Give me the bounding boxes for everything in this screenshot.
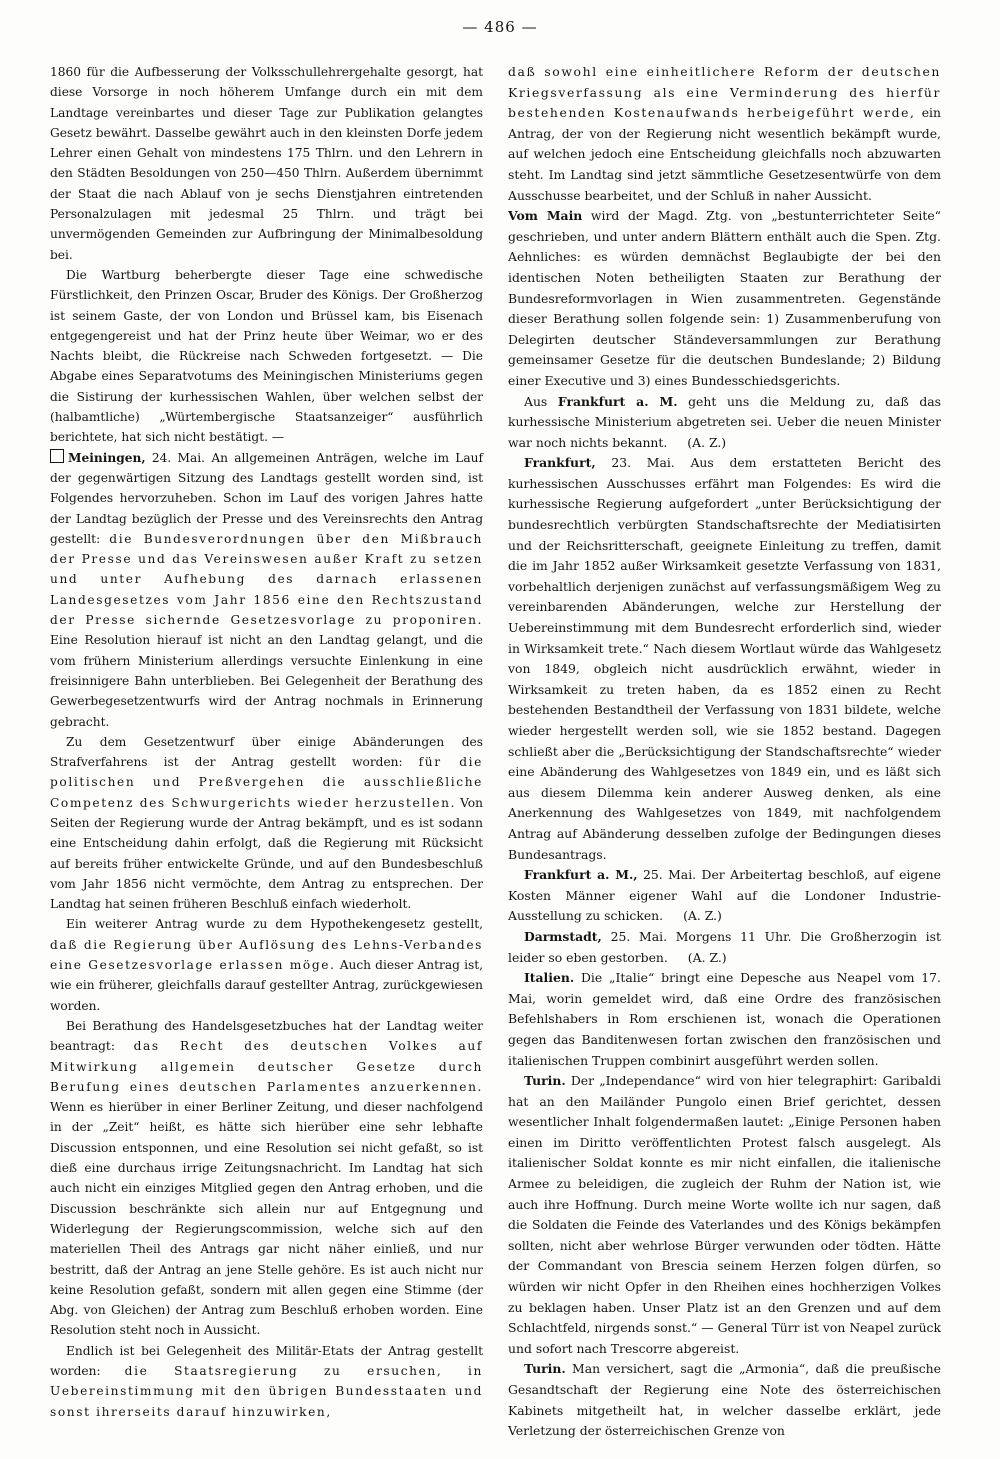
paragraph: [508, 968, 941, 1071]
paragraph-text: 23. Mai. Aus dem erstatteten Bericht des kurhessischen Ausschusses erfährt man Folgendes: Es wird die kurhessische Regierung aufgefordert „unter Berücksichtigung der bundesrechtlich verbürgten Standschaftsrechte der Mediatisirten und der Reichsritterschaft, geeignete Einleitung zu treffen, damit die im Jahr 1852 außer Wirksamkeit gesetzte Verfassung von 1831, vorbehaltlich derjenigen zunächst auf verfassungsmäßigem Weg zu vereinbarenden Abänderungen, welche zur Herstellung der Uebereinstimmung mit dem Bundesrecht erforderlich sind, wieder in Wirksamkeit trete.“ Nach diesem Wortlaut würde das Wahlgesetz von 1849, obgleich nicht ausdrücklich erwähnt, wieder in Wirksamkeit zu treten haben, da es 1852 einen zu Recht bestehenden Bestandtheil der Verfassung von 1831 bildete, welche wieder hergestellt werden soll, wie sie 1852 bestand. Dagegen schließt aber die „Berücksichtigung der Standschaftsrechte“ wieder eine Abänderung des Wahlgesetzes von 1849 ein, und es läßt sich aus diesem Dilemma kein anderer Ausweg denken, als eine Anerkennung des Wahlgesetzes von 1849, mit nachfolgendem Antrag auf Abänderung desselben zufolge der Bedingungen dieses Bundesantrags.: [508, 455, 941, 862]
place-heading: Turin.: [524, 1361, 566, 1377]
paragraph-text: Ein weiterer Antrag wurde zu dem Hypothekengesetz gestellt,: [66, 917, 483, 932]
paragraph-text: 25. Mai. Der Arbeitertag beschloß, auf eigene Kosten Männer eigener Wahl auf die Londoner Industrie-Ausstellung zu schicken.: [508, 867, 941, 924]
paragraph: [50, 448, 483, 732]
spaced-text: die Bundesverordnungen über den Mißbrauch der Presse und das Vereinswesen außer Kraft zu setzen und unter Aufhebung des darnach erlassenen Landesgesetzes vom Jahr 1856 eine den Rechtszustand der Presse sichernde Gesetzesvorlage zu proponiren.: [50, 531, 483, 628]
place-heading: Darmstadt,: [524, 928, 602, 944]
place-heading: Frankfurt,: [524, 455, 596, 471]
spaced-text: das Recht des deutschen Volkes auf Mitwirkung allgemein deutscher Gesetze durch Berufung eines deutschen Parlamentes anzuerkennen.: [50, 1039, 483, 1094]
paragraph-text: Aus: [524, 393, 558, 409]
paragraph: [50, 732, 483, 915]
source-citation: (A. Z.): [687, 949, 727, 965]
page-number: — 486 —: [462, 18, 538, 36]
paragraph: [50, 914, 483, 1015]
paragraph: [508, 865, 941, 927]
paragraph: [508, 206, 941, 391]
paragraph-text: Die Wartburg beherbergte dieser Tage eine schwedische Fürstlichkeit, den Prinzen Oscar, Bruder des Königs. Der Großherzog ist seinem Gaste, der von London und Brüssel kam, bis Eisenach entgegengereist und hat der Prinz heute über Weimar, wo er des Nachts bleibt, die Rückreise nach Schweden fortgesetzt. — Die Abgabe eines Separatvotums des Meiningischen Ministeriums gegen die Sistirung der kurhessischen Wahlen, über welchen selbst der (halbamtliche) „Würtembergische Staatsanzeiger“ ausführlich berichtete, hat sich nicht bestätigt. —: [50, 267, 483, 445]
paragraph-text: Bei Berathung des Handelsgesetzbuches hat der Landtag weiter beantragt:: [50, 1018, 483, 1054]
paragraph-text: 24. Mai. An allgemeinen Anträgen, welche im Lauf der gegenwärtigen Sitzung des Landtags gestellt worden sind, ist Folgendes hervorzuheben. Schon im Lauf des vorigen Jahres hatte der Landtag bezüglich der Presse und des Vereinsrechts den Antrag gestellt:: [50, 450, 483, 546]
left-column: [50, 62, 483, 1422]
spaced-text: daß die Regierung über Auflösung des Lehns-Verbandes eine Gesetzesvorlage erlassen möge.: [50, 937, 483, 973]
paragraph-text: Die „Italie“ bringt eine Depesche aus Neapel vom 17. Mai, worin gemeldet wird, daß eine Ordre des französischen Befehlshabers in Rom erschienen ist, wonach die Operationen gegen das Banditenwesen fortan zwischen den französischen und italienischen Truppen combinirt ausgeführt werden sollen.: [508, 970, 941, 1068]
place-heading: Vom Main: [508, 208, 583, 224]
place-heading: Italien.: [524, 970, 575, 986]
source-citation: (A. Z.): [687, 434, 727, 450]
paragraph: [508, 392, 941, 454]
paragraph: [508, 453, 941, 865]
box-symbol-icon: [50, 449, 64, 463]
paragraph-text: wird der Magd. Ztg. von „bestunterrichteter Seite“ geschrieben, und unter andern Blättern enthält auch die Spen. Ztg. Aehnliches: es würden demnächst Beglaubigte der bei den identischen Noten betheiligten Staaten zur Berathung der Bundesreformvorlagen in Wien zusammentreten. Gegenstände dieser Berathung sollen folgende sein: 1) Zusammenberufung von Delegirten deutscher Ständeversammlungen zur Berathung gemeinsamer Gesetze für die deutschen Bundeslande; 2) Bildung einer Executive und 3) eines Bundesschiedsgerichts.: [508, 208, 941, 388]
place-heading: Meiningen,: [68, 450, 146, 465]
place-heading: Turin.: [524, 1073, 566, 1089]
place-heading: Frankfurt a. M.: [557, 393, 678, 409]
paragraph-text: Auch dieser Antrag ist, wie ein früherer, gleichfalls darauf gestellter Antrag, zurückgewiesen worden.: [50, 958, 483, 1013]
paragraph: [508, 927, 941, 968]
spaced-text: die Staatsregierung zu ersuchen, in Uebereinstimmung mit den übrigen Bundesstaaten und sonst ihrerseits darauf hinzuwirken,: [50, 1364, 483, 1419]
paragraph-text: 25. Mai. Morgens 11 Uhr. Die Großherzogin ist leider so eben gestorben.: [508, 928, 941, 965]
paragraph-text: Von Seiten der Regierung wurde der Antrag bekämpft, und es ist sodann eine Entscheidung dahin erfolgt, daß die Regierung mit Rücksicht auf bereits früher entwickelte Gründe, und auf den Bundesbeschluß vom Jahr 1856 nicht vermöchte, dem Antrag zu entsprechen. Der Landtag hat seinen früheren Beschluß einfach wiederholt.: [50, 795, 483, 912]
paragraph-text: Zu dem Gesetzentwurf über einige Abänderungen des Strafverfahrens ist der Antrag gestellt worden:: [50, 734, 483, 770]
paragraph: [50, 1016, 483, 1341]
paragraph-text: Endlich ist bei Gelegenheit des Militär-Etats der Antrag gestellt worden:: [50, 1343, 483, 1378]
right-column: [508, 62, 941, 1442]
paragraph-text: Wenn es hierüber in einer Berliner Zeitung, und dieser nachfolgend in der „Zeit“ heißt, es hätte sich hierüber eine sehr lebhafte Discussion entsponnen, und eine Resolution sei nicht gefaßt, so ist dieß eine durchaus irrige Zeitungsnachricht. Im Landtag hat sich auch nicht ein einziges Mitglied gegen den Antrag erhoben, und die Discussion beschränkte sich allein nur auf Entgegnung und Widerlegung der Regierungscommission, welche sich auf den materiellen Theil des Antrags gar nicht näher einließ, und nur bestritt, daß der Antrag an jene Stelle gehöre. Es ist auch nicht nur keine Resolution gefaßt, sondern mit allen gegen eine Stimme (der Abg. von Gleichen) der Antrag zum Beschluß erhoben worden. Eine Resolution steht noch in Aussicht.: [50, 1100, 483, 1338]
place-heading: Frankfurt a. M.,: [524, 867, 638, 883]
paragraph-text: Der „Independance“ wird von hier telegraphirt: Garibaldi hat an den Mailänder Pungolo einen Brief gerichtet, dessen wesentlicher Inhalt folgendermaßen lautet: „Einige Personen haben einen im Diritto veröffentlichten Protest falsch ausgelegt. Als italienischer Soldat konnte es mir nicht einfallen, die italienische Armee zu beleidigen, die zugleich der Ruhm der Nation ist, wie auch ihre Hoffnung. Durch meine Worte wollte ich nur sagen, daß die Soldaten die Feinde des Vaterlandes und des Königs bekämpfen sollten, nicht aber wehrlose Bürger verwunden oder tödten. Hätte der Commandant von Brescia seinem Herzen folgen dürfen, so würden wir nicht Opfer in den Rheihen eines hochherzigen Volkes zu beklagen haben. Unser Platz ist an den Grenzen und auf dem Schlachtfeld, nirgends sonst.“ — General Türr ist von Neapel zurück und sofort nach Trescorre abgereist.: [508, 1073, 941, 1356]
spaced-text: daß sowohl eine einheitlichere Reform der deutschen Kriegsverfassung als eine Verminderung des hierfür bestehenden Kostenaufwands herbeigeführt werde,: [508, 64, 941, 121]
spaced-text: für die politischen und Preßvergehen die ausschließliche Competenz des Schwurgerichts wieder herzustellen.: [50, 755, 483, 810]
paragraph: [508, 1359, 941, 1441]
paragraph: [50, 62, 483, 265]
paragraph-text: ein Antrag, der von der Regierung nicht wesentlich bekämpft wurde, auf welchen jedoch eine Entscheidung gleichfalls noch abzuwarten steht. Im Landtag sind jetzt sämmtliche Gesetzesentwürfe von dem Ausschusse bearbeitet, und der Schluß in naher Aussicht.: [508, 105, 941, 203]
paragraph: [508, 1071, 941, 1359]
source-citation: (A. Z.): [683, 908, 722, 924]
paragraph-text: Eine Resolution hierauf ist nicht an den Landtag gelangt, und die vom frühern Ministerium allerdings versuchte Einlenkung in eine freisinnigere Bahn unterblieben. Bei Gelegenheit der Berathung des Gewerbegesetzentwurfs wird der Antrag nochmals in Erinnerung gebracht.: [50, 633, 483, 729]
paragraph: [50, 265, 483, 448]
paragraph: [50, 1341, 483, 1422]
paragraph-text: 1860 für die Aufbesserung der Volksschullehrergehalte gesorgt, hat diese Vorsorge in noch höherem Umfange durch ein mit dem Landtage vereinbartes und dieser Tage zur Publikation gelangtes Gesetz bewährt. Dasselbe gewährt auch in den kleinsten Dorfe jedem Lehrer einen Gehalt von mindestens 175 Thlrn. und den Lehrern in den Städten Besoldungen von 250—450 Thlrn. Außerdem übernimmt der Staat die nach Ablauf von je sechs Dienstjahren eintretenden Personalzulagen mit jedesmal 25 Thlrn. und trägt bei unvermögenden Gemeinden zur Aufbringung der Minimalbesoldung bei.: [50, 65, 483, 262]
paragraph: [508, 62, 941, 206]
paragraph-text: Man versichert, sagt die „Armonia“, daß die preußische Gesandtschaft der Regierung eine Note des österreichischen Kabinets mitgetheilt hat, in welcher dasselbe erklärt, jede Verletzung der österreichischen Grenze von: [508, 1361, 941, 1439]
paragraph-text: geht uns die Meldung zu, daß das kurhessische Ministerium abgetreten sei. Ueber die neuen Minister war noch nichts bekannt.: [508, 393, 941, 450]
